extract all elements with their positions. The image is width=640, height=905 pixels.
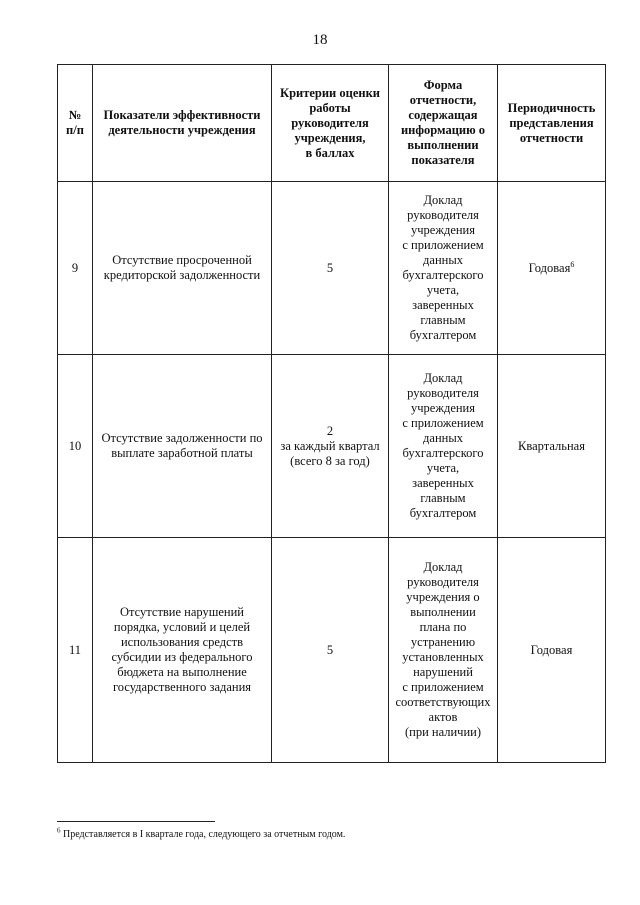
row-report-form: Доклад руководителя учреждения с приложением данных бухгалтерского учета, заверенных главным бухгалтером <box>389 182 498 355</box>
footnote-text: Представляется в I квартале года, следующего за отчетным годом. <box>60 829 346 840</box>
header-report-form: Форма отчетности, содержащая информацию о выполнении показателя <box>389 65 498 182</box>
row-report-form: Доклад руководителя учреждения с приложением данных бухгалтерского учета, заверенных главным бухгалтером <box>389 355 498 538</box>
row-number: 10 <box>58 355 93 538</box>
row-periodicity: Годовая <box>498 538 606 763</box>
header-number: № п/п <box>58 65 93 182</box>
footnote <box>57 828 345 841</box>
row-indicator: Отсутствие нарушений порядка, условий и целей использования средств субсидии из федерального бюджета на выполнение государственного задания <box>93 538 272 763</box>
row-criteria: 5 <box>272 538 389 763</box>
table-row <box>58 538 606 763</box>
table-row <box>58 355 606 538</box>
row-periodicity-cell <box>498 182 606 355</box>
row-report-form: Доклад руководителя учреждения о выполнении плана по устранению установленных нарушений с приложением соответствующих актов (при наличии) <box>389 538 498 763</box>
footnote-mark: 6 <box>57 826 61 835</box>
header-criteria: Критерии оценки работы руководителя учреждения, в баллах <box>272 65 389 182</box>
table-row <box>58 182 606 355</box>
footnote-divider <box>57 821 215 822</box>
header-indicator: Показатели эффективности деятельности учреждения <box>93 65 272 182</box>
indicators-table <box>57 64 606 763</box>
row-criteria: 5 <box>272 182 389 355</box>
row-periodicity: Годовая <box>528 260 571 275</box>
row-periodicity: Квартальная <box>498 355 606 538</box>
header-periodicity: Периодичность представления отчетности <box>498 65 606 182</box>
row-indicator: Отсутствие задолженности по выплате заработной платы <box>93 355 272 538</box>
page-number: 18 <box>312 32 328 48</box>
footnote-reference: 6 <box>570 259 575 269</box>
table-header-row <box>58 65 606 182</box>
row-number: 9 <box>58 182 93 355</box>
row-indicator: Отсутствие просроченной кредиторской задолженности <box>93 182 272 355</box>
row-criteria: 2 за каждый квартал (всего 8 за год) <box>272 355 389 538</box>
row-number: 11 <box>58 538 93 763</box>
